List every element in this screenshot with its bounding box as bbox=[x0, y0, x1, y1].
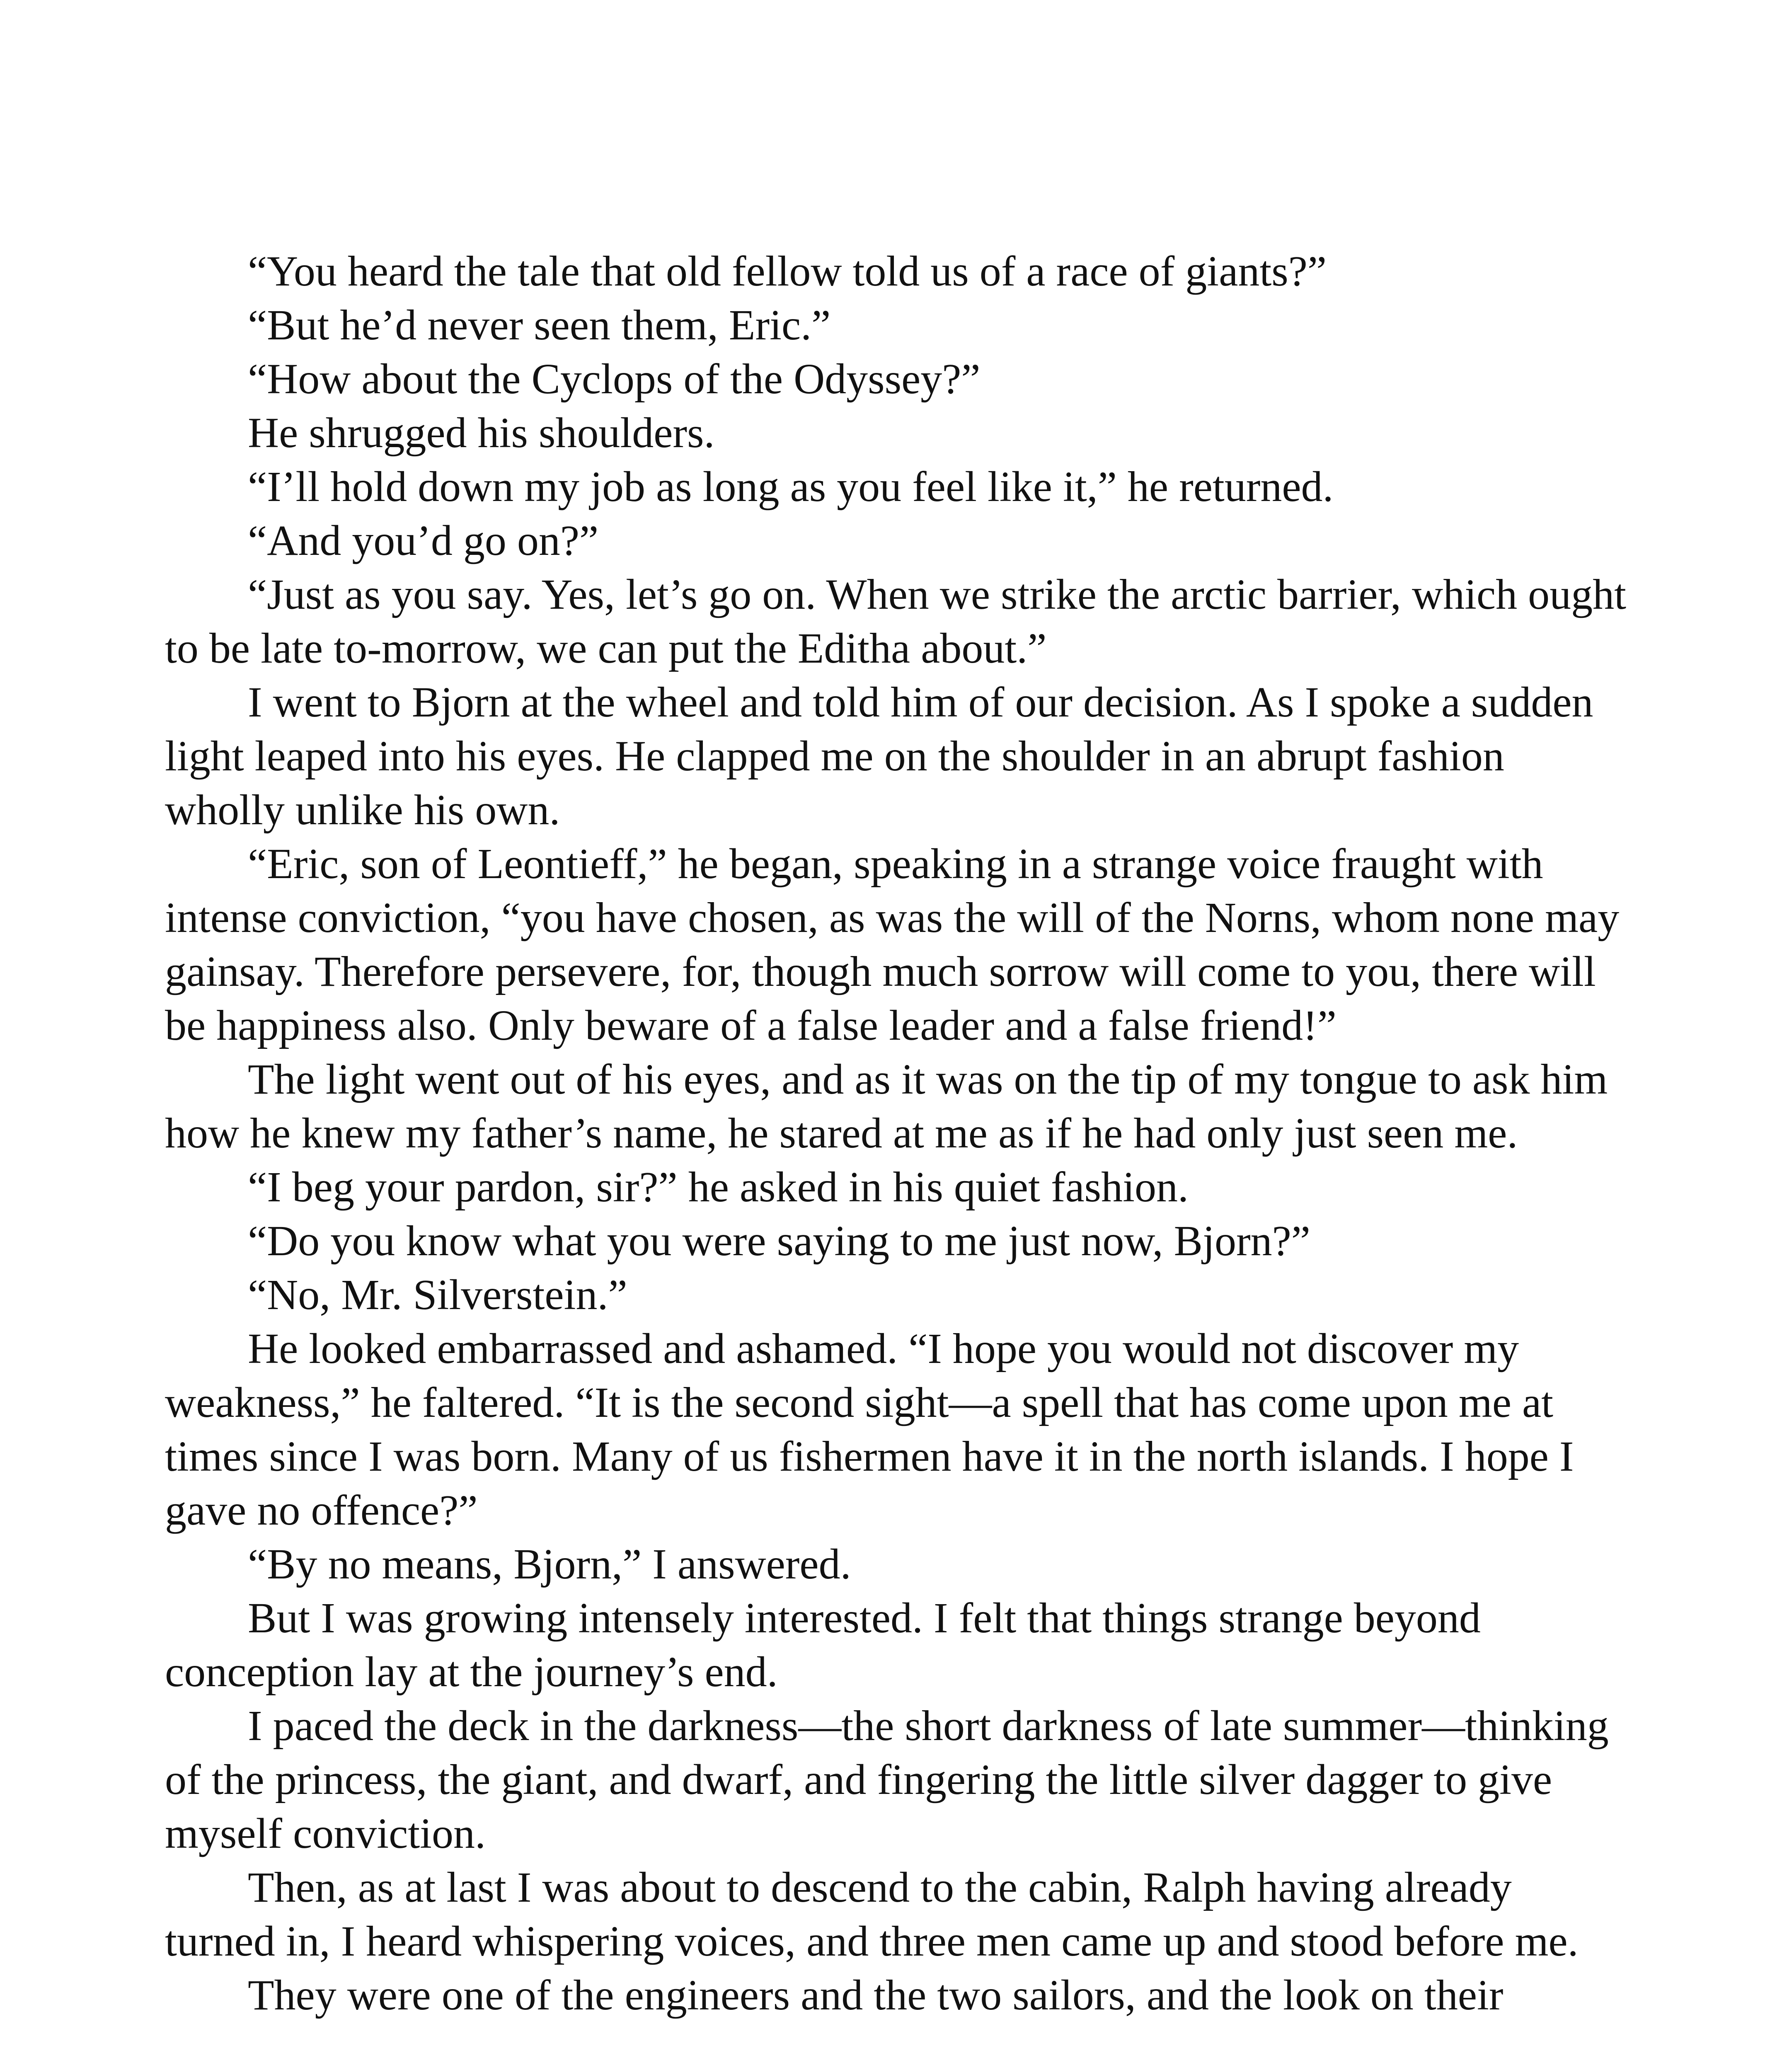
paragraph: “How about the Cyclops of the Odyssey?” bbox=[248, 355, 981, 403]
paragraph: I paced the deck in the darkness—the short darkness of late summer—thinking of the princess, the giant, and dwarf, and fingering the little silver dagger to give myself conviction. bbox=[165, 1702, 1609, 1857]
paragraph: The light went out of his eyes, and as it was on the tip of my tongue to ask him how he knew my father’s name, he stared at me as if he had only just seen me. bbox=[165, 1055, 1608, 1157]
paragraph: “Eric, son of Leontieff,” he began, speaking in a strange voice fraught with intense conviction, “you have chosen, as was the will of the Norns, whom none may gainsay. Therefore persevere, for, though much sorrow will come to you, there will be happiness also. Only beware of a false leader and a false friend!” bbox=[165, 840, 1620, 1049]
paragraph: But I was growing intensely interested. I felt that things strange beyond conception lay at the journey’s end. bbox=[165, 1594, 1481, 1696]
paragraph: He looked embarrassed and ashamed. “I hope you would not discover my weakness,” he faltered. “It is the second sight—a spell that has come upon me at times since I was born. Many of us fishermen have it in the north islands. I hope I gave no offence?” bbox=[165, 1325, 1574, 1534]
paragraph: “But he’d never seen them, Eric.” bbox=[248, 301, 831, 349]
paragraph: “Just as you say. Yes, let’s go on. When we strike the arctic barrier, which ought to be late to-morrow, we can put the Editha about.” bbox=[165, 571, 1627, 672]
paragraph: “I beg your pardon, sir?” he asked in his quiet fashion. bbox=[248, 1163, 1189, 1211]
paragraph: “I’ll hold down my job as long as you feel like it,” he returned. bbox=[248, 463, 1334, 511]
paragraph: “And you’d go on?” bbox=[248, 517, 599, 564]
body-text bbox=[165, 244, 1632, 2022]
paragraph: I went to Bjorn at the wheel and told him of our decision. As I spoke a sudden light leaped into his eyes. He clapped me on the shoulder in an abrupt fashion wholly unlike his own. bbox=[165, 678, 1593, 834]
paragraph: Then, as at last I was about to descend to the cabin, Ralph having already turned in, I heard whispering voices, and three men came up and stood before me. bbox=[165, 1864, 1579, 1965]
paragraph: “By no means, Bjorn,” I answered. bbox=[248, 1540, 851, 1588]
paragraph: “You heard the tale that old fellow told us of a race of giants?” bbox=[248, 247, 1327, 295]
paragraph: “No, Mr. Silverstein.” bbox=[248, 1271, 627, 1319]
paragraph: They were one of the engineers and the two sailors, and the look on their bbox=[248, 1971, 1504, 2019]
paragraph: “Do you know what you were saying to me just now, Bjorn?” bbox=[248, 1217, 1310, 1265]
paragraph: He shrugged his shoulders. bbox=[248, 409, 715, 457]
